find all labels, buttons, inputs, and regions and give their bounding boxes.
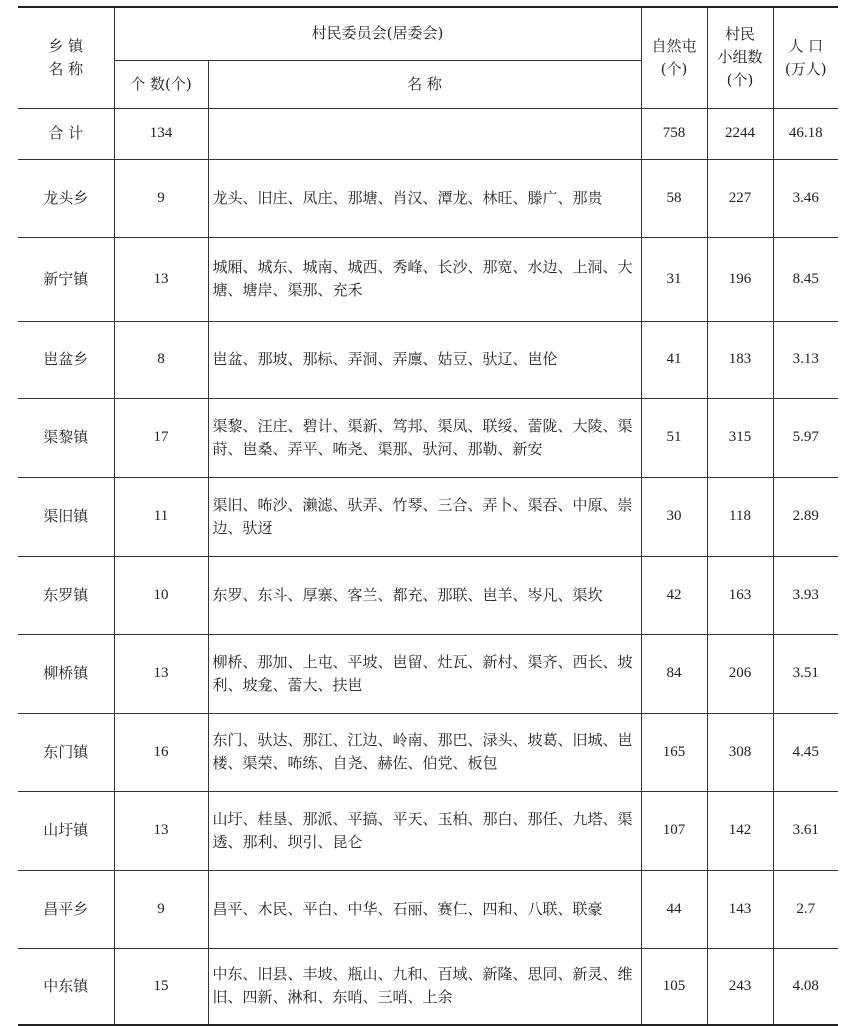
groups-cell: 196 bbox=[707, 237, 773, 321]
total-count: 134 bbox=[114, 108, 208, 159]
table-row bbox=[18, 634, 838, 713]
total-label: 合 计 bbox=[18, 108, 114, 159]
table-row bbox=[18, 870, 838, 948]
count-cell: 9 bbox=[114, 870, 208, 948]
natural-villages-cell: 105 bbox=[641, 948, 707, 1025]
names-cell: 东门、驮达、那江、江边、岭南、那巴、渌头、坡葛、旧城、岜楼、渠荣、咘练、自尧、赫佐、伯党、板包 bbox=[208, 713, 641, 791]
total-population: 46.18 bbox=[773, 108, 838, 159]
township-cell: 山圩镇 bbox=[18, 791, 114, 870]
township-cell: 渠旧镇 bbox=[18, 477, 114, 556]
township-cell: 龙头乡 bbox=[18, 159, 114, 237]
count-cell: 15 bbox=[114, 948, 208, 1025]
header-groups bbox=[707, 7, 773, 108]
header-natural-line2: (个) bbox=[660, 59, 688, 78]
groups-cell: 206 bbox=[707, 634, 773, 713]
names-cell: 城厢、城东、城南、城西、秀峰、长沙、那宽、水边、上洞、大塘、塘岸、渠那、充禾 bbox=[208, 237, 641, 321]
groups-cell: 118 bbox=[707, 477, 773, 556]
header-row-1 bbox=[18, 7, 838, 60]
township-cell: 新宁镇 bbox=[18, 237, 114, 321]
groups-cell: 142 bbox=[707, 791, 773, 870]
township-cell: 渠黎镇 bbox=[18, 398, 114, 477]
names-cell: 昌平、木民、平白、中华、石丽、赛仁、四和、八联、联豪 bbox=[208, 870, 641, 948]
total-groups: 2244 bbox=[707, 108, 773, 159]
groups-cell: 183 bbox=[707, 321, 773, 398]
count-cell: 8 bbox=[114, 321, 208, 398]
count-cell: 16 bbox=[114, 713, 208, 791]
township-cell: 中东镇 bbox=[18, 948, 114, 1025]
groups-cell: 308 bbox=[707, 713, 773, 791]
table-row bbox=[18, 713, 838, 791]
count-cell: 17 bbox=[114, 398, 208, 477]
township-cell: 岜盆乡 bbox=[18, 321, 114, 398]
natural-villages-cell: 31 bbox=[641, 237, 707, 321]
total-row bbox=[18, 108, 838, 159]
names-cell: 中东、旧县、丰坡、瓶山、九和、百域、新隆、思同、新灵、维旧、四新、淋和、东哨、三哨、上余 bbox=[208, 948, 641, 1025]
names-cell: 渠黎、汪庄、碧计、渠新、笃邦、渠凤、联绥、蕾陇、大陵、渠莳、岜桑、弄平、咘尧、渠那、驮河、那勒、新安 bbox=[208, 398, 641, 477]
names-cell: 东罗、东斗、厚寨、客兰、都充、那联、岜羊、岑凡、渠坎 bbox=[208, 556, 641, 634]
table-row bbox=[18, 237, 838, 321]
table-row bbox=[18, 159, 838, 237]
count-cell: 11 bbox=[114, 477, 208, 556]
header-count: 个 数(个) bbox=[114, 60, 208, 108]
count-cell: 13 bbox=[114, 791, 208, 870]
population-cell: 3.93 bbox=[773, 556, 838, 634]
township-cell: 柳桥镇 bbox=[18, 634, 114, 713]
total-natural-villages: 758 bbox=[641, 108, 707, 159]
count-cell: 9 bbox=[114, 159, 208, 237]
header-groups-line3: (个) bbox=[726, 71, 754, 90]
population-cell: 3.13 bbox=[773, 321, 838, 398]
header-natural-villages bbox=[641, 7, 707, 108]
header-name: 名 称 bbox=[208, 60, 641, 108]
header-township-line2: 名 称 bbox=[48, 59, 84, 78]
names-cell: 山圩、桂垦、那派、平搞、平天、玉柏、那白、那任、九塔、渠透、那利、坝引、昆仑 bbox=[208, 791, 641, 870]
natural-villages-cell: 41 bbox=[641, 321, 707, 398]
header-township-line1: 乡 镇 bbox=[48, 36, 84, 55]
population-cell: 4.08 bbox=[773, 948, 838, 1025]
header-groups-line1: 村民 bbox=[724, 25, 755, 44]
header-population-line2: (万人) bbox=[784, 59, 827, 78]
header-population-line1: 人 口 bbox=[788, 36, 824, 55]
names-cell: 龙头、旧庄、凤庄、那塘、肖汉、潭龙、林旺、滕广、那贵 bbox=[208, 159, 641, 237]
natural-villages-cell: 30 bbox=[641, 477, 707, 556]
natural-villages-cell: 84 bbox=[641, 634, 707, 713]
population-cell: 3.46 bbox=[773, 159, 838, 237]
total-names bbox=[208, 108, 641, 159]
natural-villages-cell: 51 bbox=[641, 398, 707, 477]
population-cell: 5.97 bbox=[773, 398, 838, 477]
table-row bbox=[18, 321, 838, 398]
table-row bbox=[18, 948, 838, 1025]
table-row bbox=[18, 398, 838, 477]
township-cell: 昌平乡 bbox=[18, 870, 114, 948]
natural-villages-cell: 44 bbox=[641, 870, 707, 948]
groups-cell: 243 bbox=[707, 948, 773, 1025]
header-groups-line2: 小组数 bbox=[717, 48, 763, 67]
population-cell: 4.45 bbox=[773, 713, 838, 791]
names-cell: 岜盆、那坡、那标、弄洞、弄廪、姑豆、驮辽、岜伦 bbox=[208, 321, 641, 398]
names-cell: 渠旧、咘沙、濑滤、驮弄、竹琴、三合、弄卜、渠吞、中原、崇边、驮迓 bbox=[208, 477, 641, 556]
natural-villages-cell: 165 bbox=[641, 713, 707, 791]
header-population bbox=[773, 7, 838, 108]
groups-cell: 163 bbox=[707, 556, 773, 634]
village-committee-table bbox=[18, 6, 838, 1026]
table-row bbox=[18, 477, 838, 556]
count-cell: 13 bbox=[114, 634, 208, 713]
population-cell: 3.51 bbox=[773, 634, 838, 713]
population-cell: 3.61 bbox=[773, 791, 838, 870]
natural-villages-cell: 58 bbox=[641, 159, 707, 237]
groups-cell: 315 bbox=[707, 398, 773, 477]
township-cell: 东门镇 bbox=[18, 713, 114, 791]
population-cell: 2.89 bbox=[773, 477, 838, 556]
table-row bbox=[18, 791, 838, 870]
natural-villages-cell: 107 bbox=[641, 791, 707, 870]
header-natural-line1: 自然屯 bbox=[651, 36, 697, 55]
count-cell: 10 bbox=[114, 556, 208, 634]
natural-villages-cell: 42 bbox=[641, 556, 707, 634]
groups-cell: 143 bbox=[707, 870, 773, 948]
table-row bbox=[18, 556, 838, 634]
header-township bbox=[18, 7, 114, 108]
groups-cell: 227 bbox=[707, 159, 773, 237]
population-cell: 2.7 bbox=[773, 870, 838, 948]
count-cell: 13 bbox=[114, 237, 208, 321]
township-cell: 东罗镇 bbox=[18, 556, 114, 634]
names-cell: 柳桥、那加、上屯、平坡、岜留、灶瓦、新村、渠齐、西长、坡利、坡龛、蕾大、扶岜 bbox=[208, 634, 641, 713]
population-cell: 8.45 bbox=[773, 237, 838, 321]
header-committee: 村民委员会(居委会) bbox=[114, 7, 641, 60]
